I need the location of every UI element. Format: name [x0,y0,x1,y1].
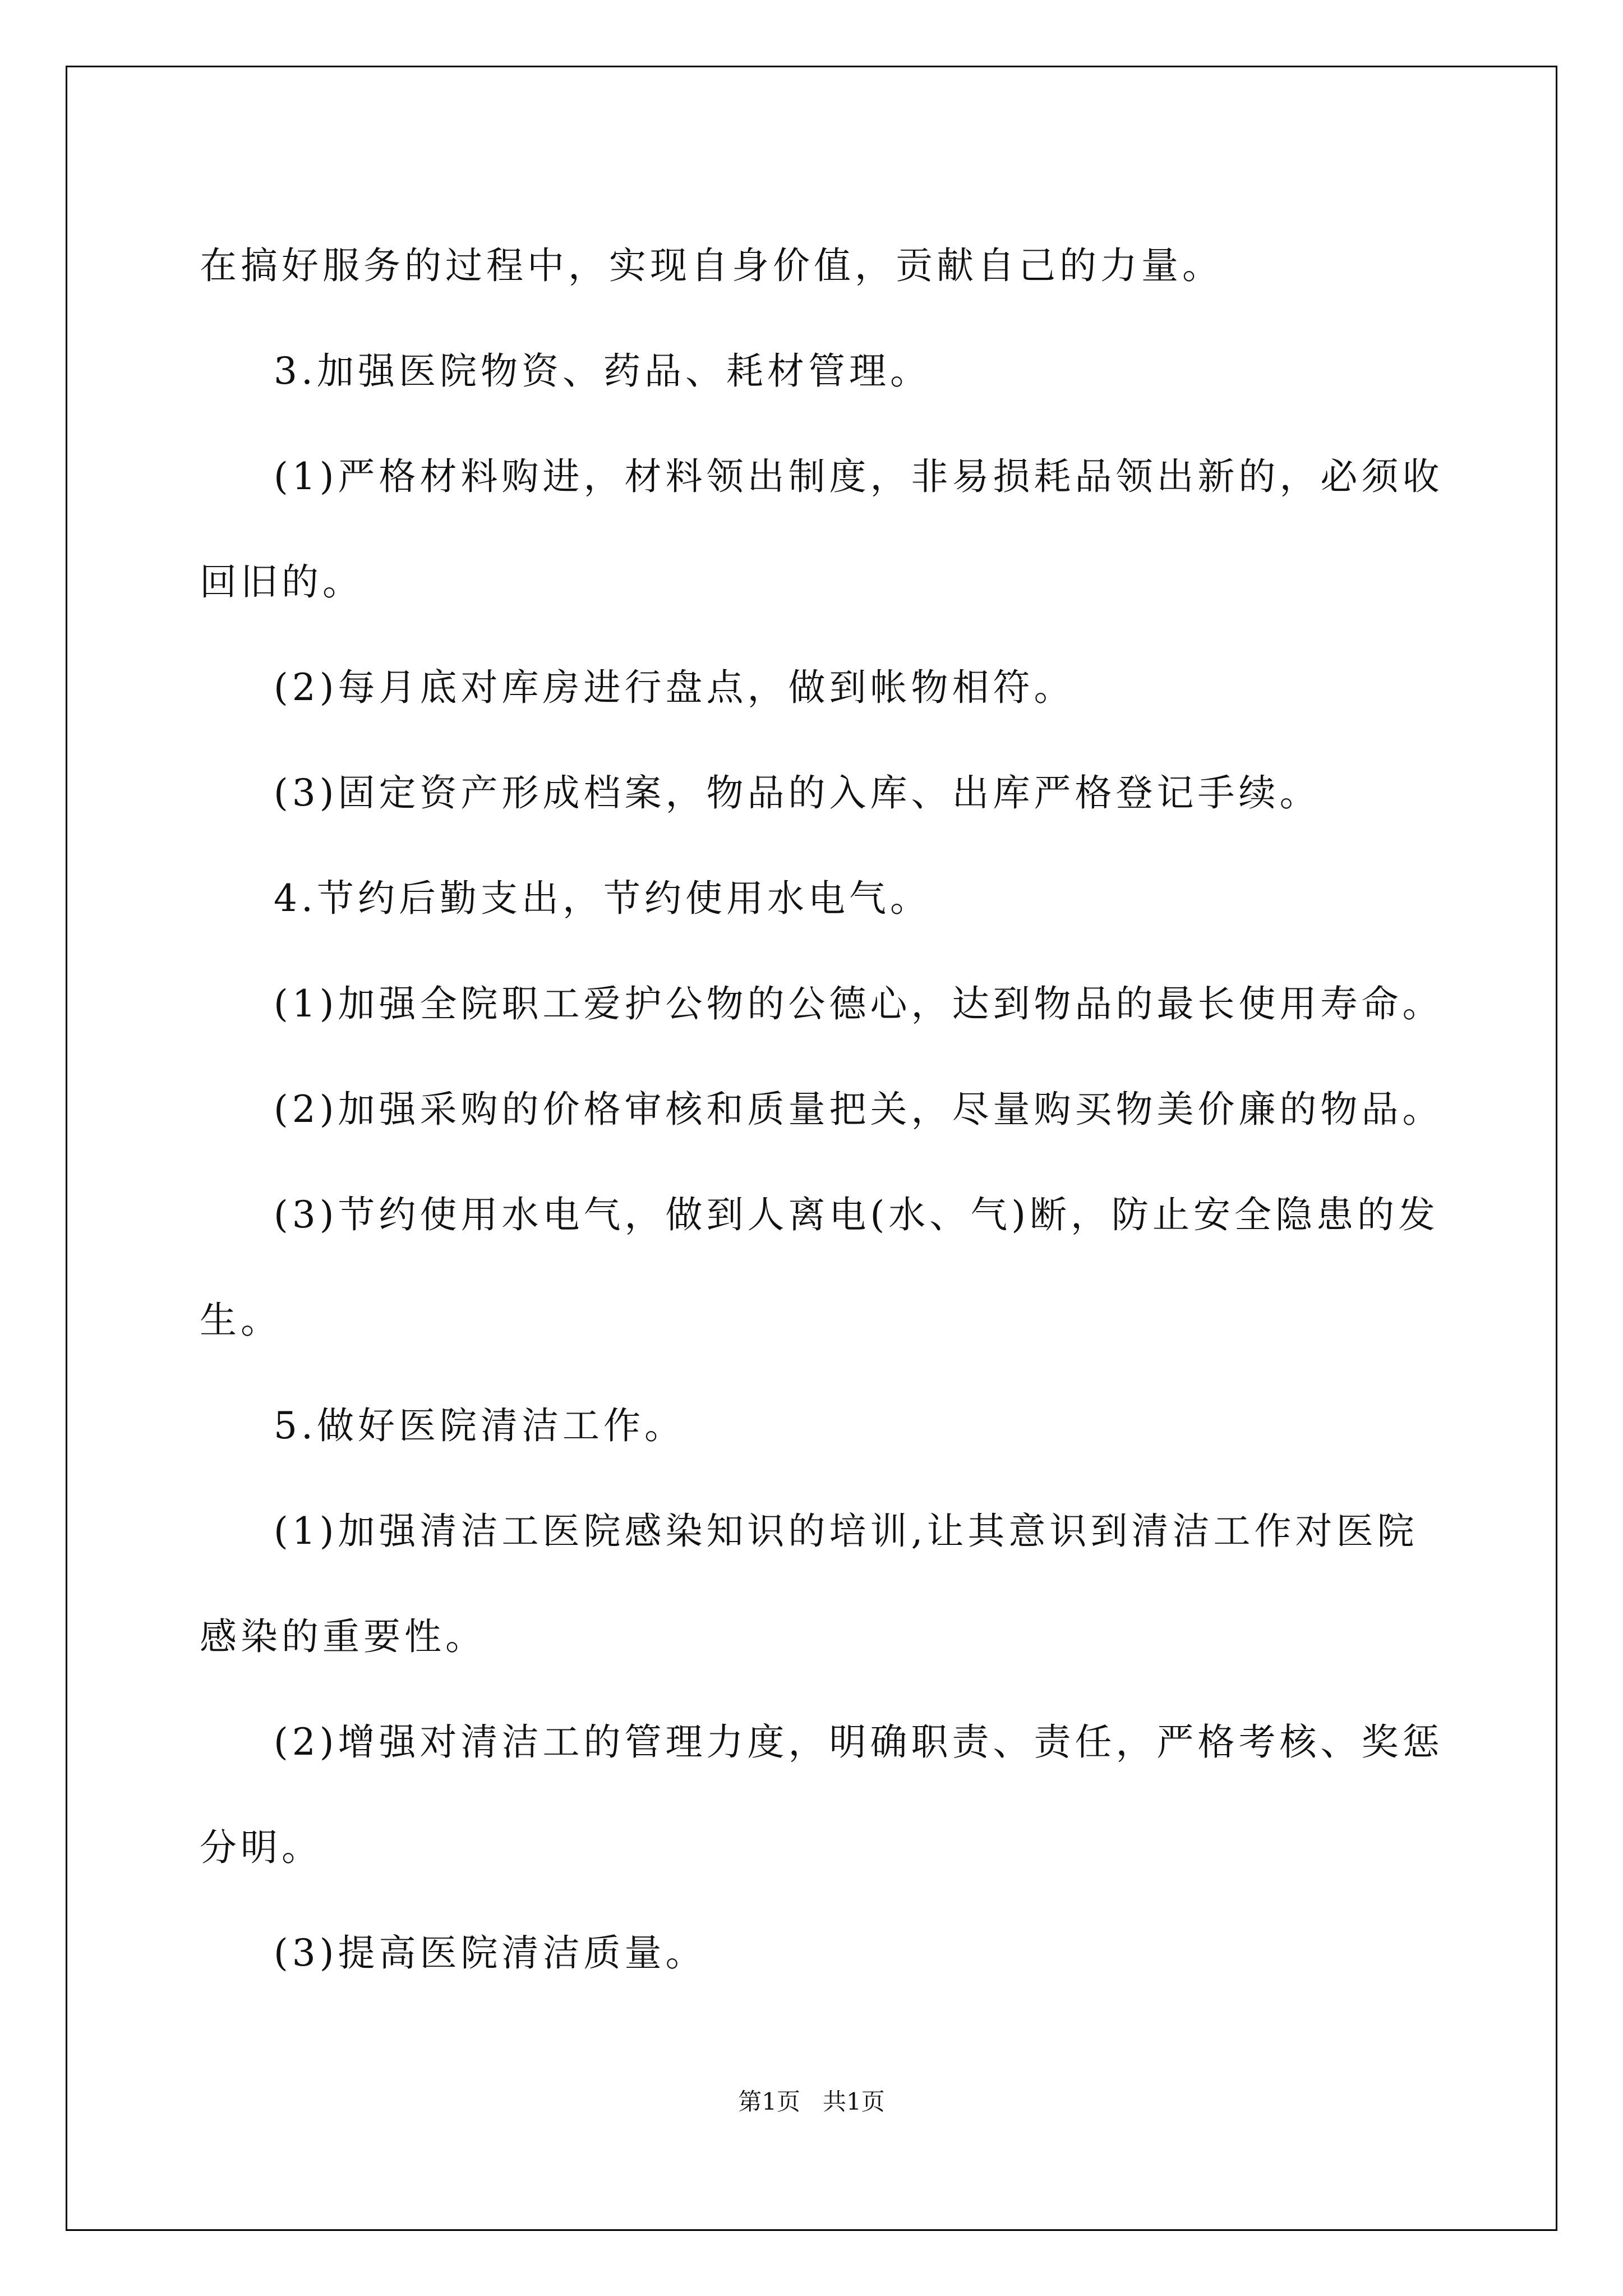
section-heading-5: 5.做好医院清洁工作。 [274,1404,685,1447]
paragraph-continuation: 分明。 [200,1826,322,1869]
paragraph-continuation: 感染的重要性。 [200,1615,486,1658]
paragraph: (2)每月底对库房进行盘点，做到帐物相符。 [274,666,1075,709]
paragraph-continuation: 生。 [200,1299,282,1342]
section-heading-4: 4.节约后勤支出，节约使用水电气。 [274,877,931,920]
paragraph-continuation: 回旧的。 [200,560,363,604]
paragraph: 在搞好服务的过程中，实现自身价值，贡献自己的力量。 [200,244,1223,287]
paragraph: (1)加强清洁工医院感染知识的培训,让其意识到清洁工作对医院 [274,1510,1418,1553]
document-body [200,213,1444,2006]
paragraph: (1)严格材料购进，材料领出制度，非易损耗品领出新的，必须收 [274,455,1444,498]
paragraph: (3)提高医院清洁质量。 [274,1931,707,1975]
page-footer: 第1页 共1页 [738,2088,885,2115]
paragraph: (2)增强对清洁工的管理力度，明确职责、责任，严格考核、奖惩 [274,1720,1444,1764]
paragraph: (1)加强全院职工爱护公物的公德心，达到物品的最长使用寿命。 [274,982,1444,1025]
paragraph: (2)加强采购的价格审核和质量把关，尽量购买物美价廉的物品。 [274,1088,1444,1131]
section-heading-3: 3.加强医院物资、药品、耗材管理。 [274,349,931,393]
paragraph: (3)固定资产形成档案，物品的入库、出库严格登记手续。 [274,771,1321,815]
paragraph: (3)节约使用水电气，做到人离电(水、气)断，防止安全隐患的发 [274,1193,1439,1236]
